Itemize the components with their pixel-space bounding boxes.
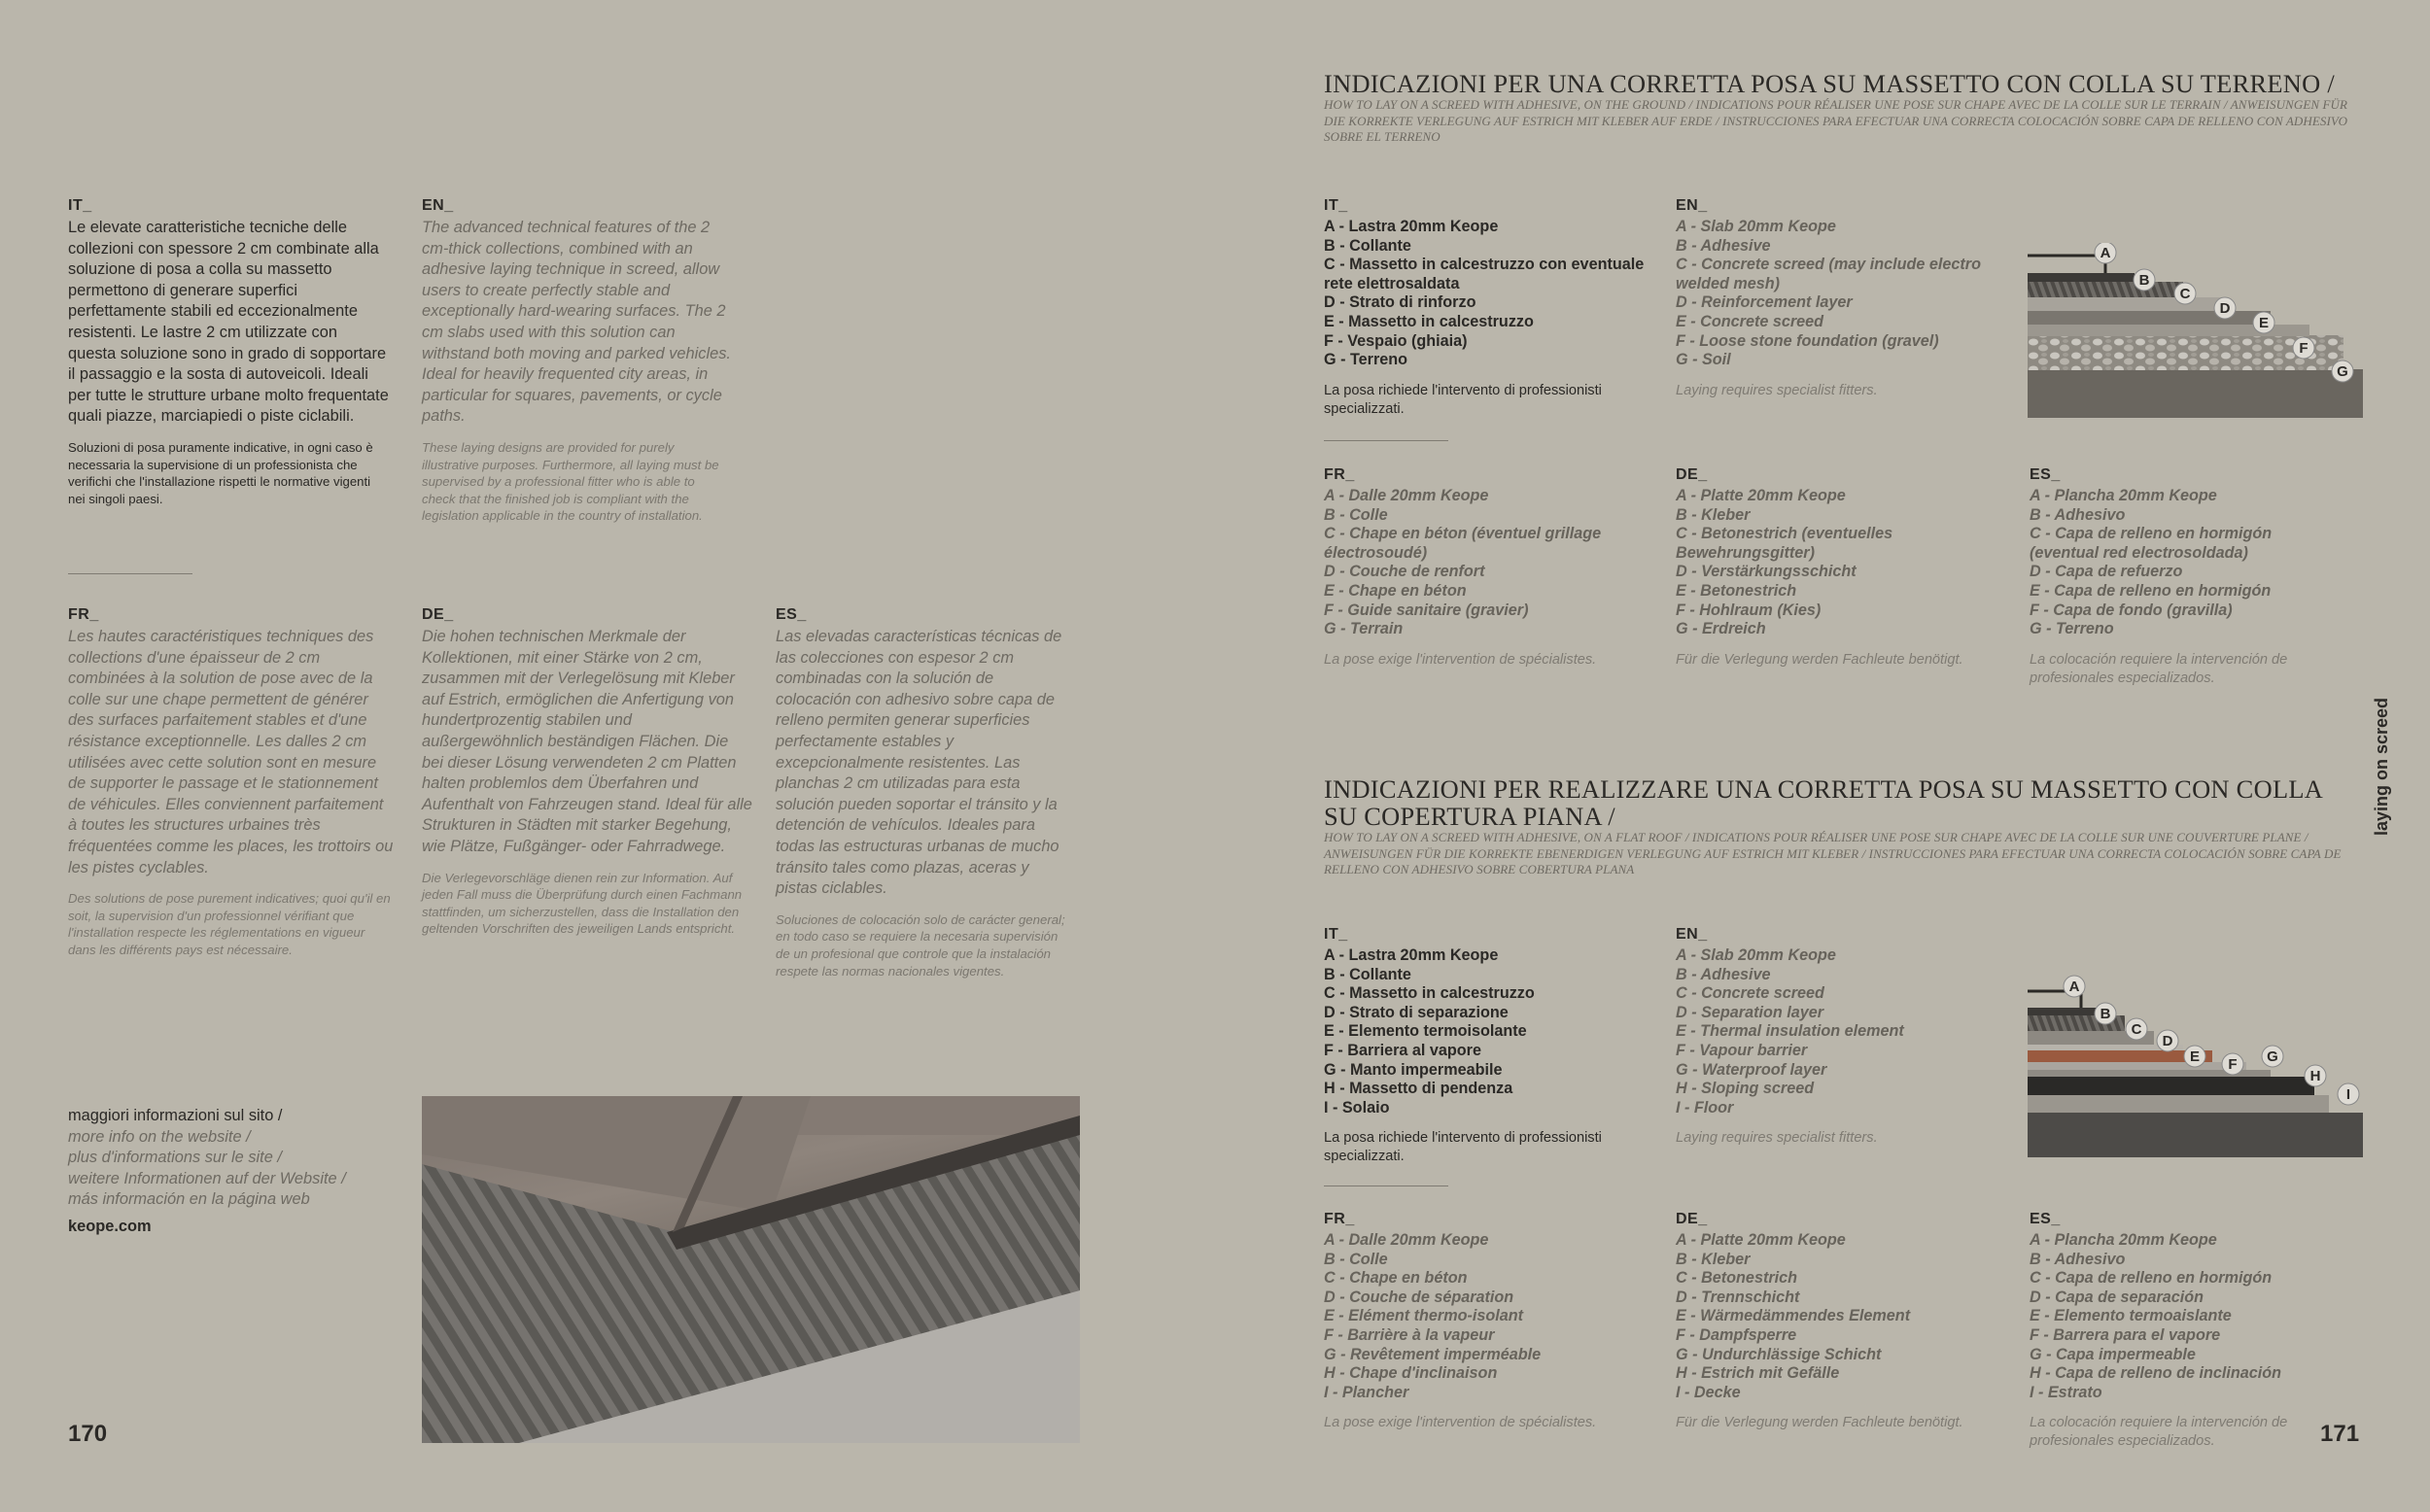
s1-de-list	[1676, 487, 1996, 639]
s1-it-note: La posa richiede l'intervento di professionisti specializzati.	[1324, 382, 1602, 417]
s2-en-note: Laying requires specialist fitters.	[1676, 1130, 1878, 1147]
section1-title: INDICAZIONI PER UNA CORRETTA POSA SU MASSETTO CON COLLA SU TERRENO /	[1324, 69, 2336, 98]
list-item: E - Capa de relleno en hormigón	[2030, 581, 2272, 600]
s2-it-note: La posa richiede l'intervento di professionisti specializzati.	[1324, 1130, 1602, 1165]
list-item: E - Elemento termoaislante	[2030, 1307, 2232, 1325]
s2-lang-fr: FR_	[1324, 1211, 1355, 1227]
list-item: E - Elément thermo-isolant	[1324, 1307, 1524, 1325]
list-item: G - Revêtement imperméable	[1324, 1345, 1542, 1363]
list-item: I - Estrato	[2030, 1383, 2102, 1401]
list-item: I - Floor	[1676, 1098, 1734, 1117]
page-number-left: 170	[68, 1421, 108, 1447]
list-item: E - Elemento termoisolante	[1324, 1022, 1527, 1041]
s2-de-note: Für die Verlegung werden Fachleute benötigt.	[1676, 1415, 1963, 1431]
list-item: A - Dalle 20mm Keope	[1324, 487, 1489, 504]
list-item: C - Capa de relleno en hormigón (eventual red electrosoldada)	[2030, 525, 2273, 562]
list-item: G - Manto impermeabile	[1324, 1060, 1503, 1079]
s2-es-block	[2030, 1211, 2311, 1451]
list-item: B - Kleber	[1676, 505, 1751, 524]
list-item: F - Loose stone foundation (gravel)	[1676, 331, 1939, 350]
list-item: F - Hohlraum (Kies)	[1676, 601, 1822, 619]
more-info-block	[68, 1106, 399, 1238]
diagram-label-f: F	[2299, 340, 2308, 357]
s1-lang-it: IT_	[1324, 197, 1348, 214]
list-item: E - Chape en béton	[1324, 581, 1467, 600]
s1-it-block	[1324, 197, 1645, 419]
disclaimer-it: Soluzioni di posa puramente indicative, in ogni caso è necessaria la supervisione di un professionista che verifichi che l'installazione rispetti le normative vigenti nei singoli paesi.	[68, 439, 373, 506]
intro-text-es: Las elevadas características técnicas de las colecciones con espesor 2 cm combinadas con la solución de colocación con adhesivo sobre capa de relleno permiten generar superficies perfectamente estables y excepcionalmente resistentes. Las planchas 2 cm utilizadas para esta solución pueden soportar el tránsito y la detención de vehículos. Ideales para todas las estructuras urbanas de mucho tránsito tales como plazas, aceras y pistas ciclables.	[776, 628, 1062, 898]
diagram-label-h: H	[2309, 1068, 2321, 1084]
diagram-label-b: B	[2100, 1006, 2111, 1022]
list-item: I - Plancher	[1324, 1383, 1409, 1401]
list-item: B - Kleber	[1676, 1250, 1751, 1268]
diagram-label-a: A	[2100, 245, 2111, 261]
s2-lang-es: ES_	[2030, 1211, 2061, 1227]
s2-fr-list	[1324, 1231, 1645, 1402]
laying-photo	[422, 1096, 1080, 1443]
s2-de-block	[1676, 1211, 1996, 1432]
list-item: D - Reinforcement layer	[1676, 293, 1853, 312]
laying-photo-illustration	[422, 1096, 1080, 1443]
list-item: H - Estrich mit Gefälle	[1676, 1364, 1840, 1383]
list-item: G - Waterproof layer	[1676, 1060, 1827, 1079]
list-item: G - Undurchlässige Schicht	[1676, 1345, 1882, 1363]
s2-es-list	[2030, 1231, 2311, 1402]
diagram-label-c: C	[2179, 286, 2191, 302]
list-item: D - Strato di separazione	[1324, 1003, 1509, 1021]
s2-en-list	[1676, 946, 1996, 1117]
diagram-label-i: I	[2345, 1086, 2351, 1103]
list-item: F - Barrière à la vapeur	[1324, 1325, 1495, 1344]
left-it-block	[68, 197, 389, 507]
list-item: C - Chape en béton	[1324, 1269, 1468, 1288]
left-en-block	[422, 197, 731, 525]
list-item: H - Capa de relleno de inclinación	[2030, 1364, 2282, 1383]
divider	[68, 573, 192, 574]
list-item: F - Guide sanitaire (gravier)	[1324, 601, 1529, 619]
s1-it-list	[1324, 218, 1645, 370]
page-number-right: 171	[2320, 1421, 2360, 1447]
s1-layer-diagram	[2028, 243, 2363, 418]
list-item: D - Couche de renfort	[1324, 563, 1485, 581]
intro-text-it: Le elevate caratteristiche tecniche delle collezioni con spessore 2 cm combinate alla soluzione di posa a colla su massetto permettono di generare superfici perfettamente stabili ed eccezionalmente resistenti. Le lastre 2 cm utilizzate con questa soluzione sono in grado di sopportare il passaggio e la sosta di autoveicoli. Ideali per tutte le strutture urbane molto frequentate quali piazze, marciapiedi o piste ciclabili.	[68, 219, 389, 426]
divider	[1324, 440, 1448, 441]
diagram-label-g: G	[2337, 363, 2348, 380]
list-item: F - Vapour barrier	[1676, 1041, 1808, 1059]
more-info-de: weitere Informationen auf der Website /	[68, 1169, 346, 1187]
list-item: D - Separation layer	[1676, 1003, 1824, 1021]
section1-header	[1324, 70, 2364, 146]
list-item: B - Colle	[1324, 505, 1388, 524]
s2-it-list	[1324, 946, 1645, 1117]
list-item: F - Barrera para el vapore	[2030, 1325, 2221, 1344]
list-item: F - Dampfsperre	[1676, 1325, 1797, 1344]
lang-code-en: EN_	[422, 197, 454, 214]
disclaimer-fr: Des solutions de pose purement indicatives; quoi qu'il en soit, la supervision d'un professionnel vérifiant que l'installation respecte les réglementations en vigueur dans les différents pays est nécessaire.	[68, 891, 391, 957]
list-item: D - Strato di rinforzo	[1324, 293, 1476, 312]
list-item: F - Capa de fondo (gravilla)	[2030, 601, 2233, 619]
list-item: H - Sloping screed	[1676, 1080, 1815, 1098]
s1-en-block	[1676, 197, 1996, 400]
list-item: D - Capa de refuerzo	[2030, 563, 2183, 581]
intro-text-fr: Les hautes caractéristiques techniques des collections d'une épaisseur de 2 cm combinées à la solution de pose avec de la colle sur une chape permettent de générer des surfaces parfaitement stables et d'une résistance exceptionnelle. Les dalles 2 cm utilisées avec cette solution sont en mesure de supporter le passage et le stationnement de véhicules. Elles conviennent parfaitement à toutes les structures urbaines très fréquentées comme les places, les trottoirs ou les pistes cyclables.	[68, 628, 394, 876]
s2-fr-block	[1324, 1211, 1645, 1432]
list-item: B - Adhesivo	[2030, 505, 2126, 524]
diagram-label-f: F	[2228, 1056, 2238, 1073]
s1-es-list	[2030, 487, 2311, 639]
s1-en-note: Laying requires specialist fitters.	[1676, 382, 1878, 398]
left-fr-block	[68, 606, 394, 959]
disclaimer-de: Die Verlegevorschläge dienen rein zur Information. Auf jeden Fall muss die Überprüfung durch einen Fachmann stattfinden, um sicherzustellen, dass die Installation den geltenden Vorschriften des jeweiligen Lands entspricht.	[422, 870, 743, 937]
list-item: E - Betonestrich	[1676, 581, 1797, 600]
s1-lang-es: ES_	[2030, 466, 2061, 483]
diagram-label-b: B	[2138, 272, 2150, 289]
s2-es-note: La colocación requiere la intervención de profesionales especializados.	[2030, 1415, 2288, 1450]
s1-es-block	[2030, 466, 2311, 688]
list-item: E - Thermal insulation element	[1676, 1022, 1904, 1041]
section1-subtitle: HOW TO LAY ON A SCREED WITH ADHESIVE, ON THE GROUND / INDICATIONS POUR RÉALISER UNE POSE SUR CHAPE AVEC DE LA COLLE SUR LE TERRAIN / ANWEISUNGEN FÜR DIE KORREKTE VERLEGUNG AUF ESTRICH MIT KLEBER AUF ERDE / INSTRUCCIONES PARA EFECTUAR UNA CORRECTA COLOCACIÓN SOBRE CAPA DE RELLENO CON ADHESIVO SOBRE EL TERRENO	[1324, 97, 2348, 144]
s1-fr-list	[1324, 487, 1645, 639]
s1-de-block	[1676, 466, 1996, 670]
s1-es-note: La colocación requiere la intervención de profesionales especializados.	[2030, 651, 2288, 686]
s2-lang-it: IT_	[1324, 926, 1348, 943]
list-item: E - Concrete screed	[1676, 312, 1824, 330]
list-item: C - Concrete screed	[1676, 984, 1824, 1003]
list-item: B - Adhesivo	[2030, 1250, 2126, 1268]
more-info-it: maggiori informazioni sul sito /	[68, 1107, 283, 1124]
left-es-block	[776, 606, 1067, 979]
list-item: H - Massetto di pendenza	[1324, 1080, 1513, 1098]
list-item: C - Capa de relleno en hormigón	[2030, 1269, 2273, 1288]
lang-code-it: IT_	[68, 197, 92, 214]
list-item: I - Solaio	[1324, 1098, 1390, 1117]
s2-lang-en: EN_	[1676, 926, 1708, 943]
intro-text-en: The advanced technical features of the 2 cm-thick collections, combined with an adhesive laying technique in screed, allow users to create perfectly stable and exceptionally hard-wearing surfaces. The 2 cm slabs used with this solution can withstand both moving and parked vehicles. Ideal for heavily frequented city areas, in particular for squares, pavements, or cycle paths.	[422, 219, 731, 426]
list-item: B - Collante	[1324, 965, 1411, 983]
s1-lang-fr: FR_	[1324, 466, 1355, 483]
section2-header	[1324, 775, 2354, 878]
list-item: C - Betonestrich	[1676, 1269, 1798, 1288]
list-item: A - Platte 20mm Keope	[1676, 487, 1846, 504]
list-item: E - Wärmedämmendes Element	[1676, 1307, 1911, 1325]
lang-code-es: ES_	[776, 606, 807, 623]
s2-lang-de: DE_	[1676, 1211, 1708, 1227]
list-item: F - Vespaio (ghiaia)	[1324, 331, 1468, 350]
list-item: A - Dalle 20mm Keope	[1324, 1231, 1489, 1249]
list-item: C - Massetto in calcestruzzo con eventuale rete elettrosaldata	[1324, 256, 1645, 292]
list-item: G - Terreno	[2030, 620, 2114, 638]
s1-fr-note: La pose exige l'intervention de spécialistes.	[1324, 651, 1597, 668]
list-item: I - Decke	[1676, 1383, 1741, 1401]
section2-title: INDICAZIONI PER REALIZZARE UNA CORRETTA POSA SU MASSETTO CON COLLA SU COPERTURA PIANA /	[1324, 774, 2322, 831]
more-info-fr: plus d'informations sur le site /	[68, 1149, 282, 1167]
s1-lang-en: EN_	[1676, 197, 1708, 214]
list-item: B - Collante	[1324, 236, 1411, 255]
list-item: A - Plancha 20mm Keope	[2030, 1231, 2217, 1249]
list-item: B - Adhesive	[1676, 965, 1771, 983]
list-item: D - Verstärkungsschicht	[1676, 563, 1857, 581]
intro-text-de: Die hohen technischen Merkmale der Kollektionen, mit einer Stärke von 2 cm, zusammen mit der Verlegelösung mit Kleber auf Estrich, ermöglichen die Anfertigung von hundertprozentig stabilen und außergewöhnlich beständigen Flächen. Die bei dieser Lösung verwendeten 2 cm Platten halten problemlos dem Überfahren und Aufenthalt von Fahrzeugen stand. Ideal für alle Strukturen in Städten mit starker Begehung, wie Plätze, Fußgänger- oder Fahrradwege.	[422, 628, 752, 855]
list-item: G - Erdreich	[1676, 620, 1766, 638]
list-item: C - Betonestrich (eventuelles Bewehrungsgitter)	[1676, 525, 1893, 562]
list-item: A - Slab 20mm Keope	[1676, 218, 1836, 235]
section2-subtitle: HOW TO LAY ON A SCREED WITH ADHESIVE, ON A FLAT ROOF / INDICATIONS POUR RÉALISER UNE POSE SUR CHAPE AVEC DE LA COLLE SUR UNE COUVERTURE PLANE / ANWEISUNGEN FÜR DIE KORREKTE EBENERDIGEN VERLEGUNG AUF ESTRICH MIT KLEBER / INSTRUCCIONES PARA EFECTUAR UNA CORRECTA COLOCACIÓN SOBRE CAPA DE RELLENO CON ADHESIVO SOBRE COBERTURA PLANA	[1324, 830, 2342, 876]
s2-de-list	[1676, 1231, 1996, 1402]
diagram-label-c: C	[2131, 1021, 2142, 1038]
list-item: F - Barriera al vapore	[1324, 1041, 1481, 1059]
website-link[interactable]: keope.com	[68, 1217, 152, 1235]
roof-layers-diagram	[2028, 967, 2363, 1161]
more-info-es: más información en la página web	[68, 1190, 310, 1209]
list-item: H - Chape d'inclinaison	[1324, 1364, 1498, 1383]
list-item: D - Capa de separación	[2030, 1288, 2204, 1306]
list-item: G - Soil	[1676, 351, 1731, 369]
diagram-label-e: E	[2258, 315, 2270, 331]
list-item: A - Platte 20mm Keope	[1676, 1231, 1846, 1249]
left-de-block	[422, 606, 752, 938]
list-item: D - Couche de séparation	[1324, 1288, 1514, 1306]
list-item: C - Concrete screed (may include electro welded mesh)	[1676, 256, 1981, 292]
disclaimer-es: Soluciones de colocación solo de carácter general; en todo caso se requiere la necesaria supervisión de un profesional que controle que la instalación respete las normas nacionales vigentes.	[776, 911, 1065, 979]
list-item: E - Massetto in calcestruzzo	[1324, 312, 1534, 330]
list-item: G - Terrain	[1324, 620, 1404, 638]
list-item: C - Massetto in calcestruzzo	[1324, 984, 1535, 1003]
list-item: A - Slab 20mm Keope	[1676, 946, 1836, 964]
list-item: B - Colle	[1324, 1250, 1388, 1268]
list-item: B - Adhesive	[1676, 236, 1771, 255]
diagram-label-g: G	[2267, 1048, 2278, 1065]
s2-layer-diagram	[2028, 967, 2363, 1161]
list-item: G - Capa impermeable	[2030, 1345, 2196, 1363]
list-item: G - Terreno	[1324, 351, 1408, 369]
list-item: A - Lastra 20mm Keope	[1324, 218, 1499, 235]
list-item: C - Chape en béton (éventuel grillage électrosoudé)	[1324, 525, 1602, 562]
more-info-en: more info on the website /	[68, 1127, 251, 1146]
s2-it-block	[1324, 926, 1645, 1166]
list-item: D - Trennschicht	[1676, 1288, 1800, 1306]
s2-en-block	[1676, 926, 1996, 1148]
diagram-label-e: E	[2189, 1048, 2201, 1065]
s2-fr-note: La pose exige l'intervention de spécialistes.	[1324, 1415, 1597, 1431]
disclaimer-en: These laying designs are provided for purely illustrative purposes. Furthermore, all laying must be supervised by a professional fitter who is able to check that the finished job is compliant with the legislation applicable in the country of installation.	[422, 439, 719, 524]
s1-de-note: Für die Verlegung werden Fachleute benötigt.	[1676, 651, 1963, 668]
lang-code-de: DE_	[422, 606, 454, 623]
side-label: laying on screed	[2372, 697, 2391, 836]
diagram-label-d: D	[2219, 300, 2231, 317]
list-item: A - Lastra 20mm Keope	[1324, 946, 1499, 964]
lang-code-fr: FR_	[68, 606, 99, 623]
diagram-label-a: A	[2068, 979, 2080, 995]
list-item: A - Plancha 20mm Keope	[2030, 487, 2217, 504]
ground-layers-diagram	[2028, 243, 2363, 418]
s1-en-list	[1676, 218, 1996, 370]
s1-fr-block	[1324, 466, 1645, 670]
s1-lang-de: DE_	[1676, 466, 1708, 483]
diagram-label-d: D	[2162, 1033, 2173, 1049]
